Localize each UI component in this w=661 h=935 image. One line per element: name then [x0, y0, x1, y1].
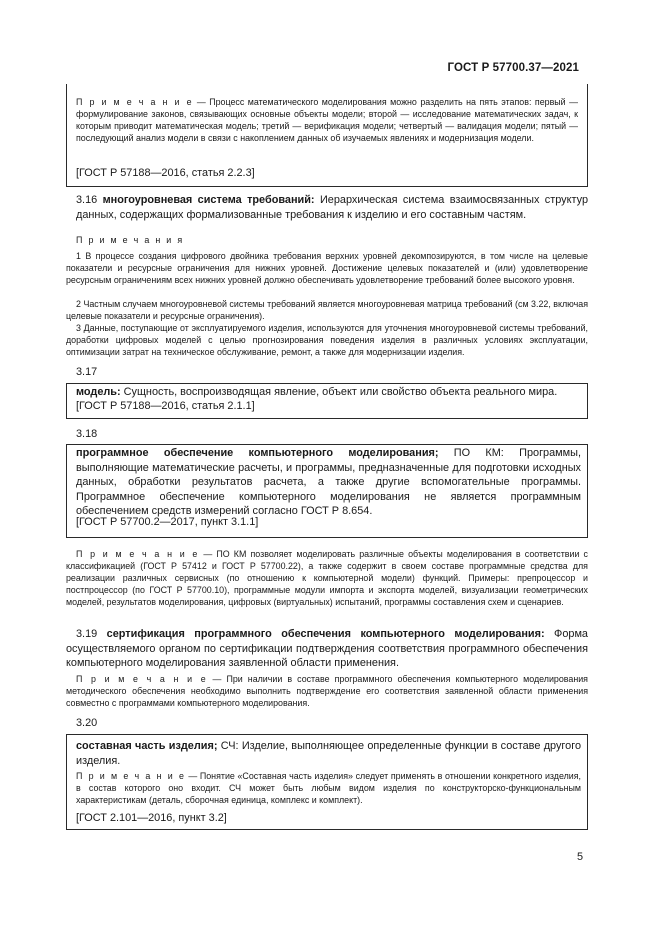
- notes-heading-3-16: П р и м е ч а н и я: [76, 235, 184, 245]
- page-number: 5: [577, 851, 584, 863]
- term-number-3-17: 3.17: [76, 366, 98, 378]
- note-3-16-3: 3 Данные, поступающие от эксплуатируемого изделия, используются для уточнения многоуровневой системы требований, доработки цифровых моделей с целью прогнозирования поведения изделия в различных условиях эксплуатации, оптимизации затрат на техническое обслуживание, ремонт, а также для модернизации изделия.: [66, 323, 588, 358]
- term-number-3-18: 3.18: [76, 428, 98, 440]
- reference-3-18: [ГОСТ Р 57700.2—2017, пункт 3.1.1]: [76, 516, 259, 528]
- note-3-18: П р и м е ч а н и е — ПО КМ позволяет моделировать различные объекты моделирования в соответствии с классификацией (ГОСТ Р 57412 и ГОСТ Р 57700.22), а также содержит в своем составе программные средства для реализации различных сервисных (по отношению к компьютерной модели) функций. Примеры: препроцессор и постпроцессор (по ГОСТ Р 57700.10), программные модули импорта и экспорта моделей, визуализации геометрических моделей, результатов моделирования, цифровых (виртуальных) испытаний, программы составления схем и сценариев.: [66, 549, 588, 608]
- note-3-16-2: 2 Частным случаем многоуровневой системы требований является многоуровневая матрица требований (см 3.22, включая целевые показатели и ресурсные ограничения).: [66, 299, 588, 322]
- term-3-17: модель: Сущность, воспроизводящая явление, объект или свойство объекта реального мира.: [76, 386, 558, 398]
- note-modeling-stages: П р и м е ч а н и е — Процесс математического моделирования можно разделить на пять этапов: первый — формулирование законов, связывающих основные объекты модели; второй — исследование математических задач, к которым приводит математическая модель; третий — верификация модели; четвертый — валидация модели; пятый — последующий анализ модели в связи с накоплением данных об изучаемых явлениях и модернизация модели.: [76, 97, 579, 144]
- term-3-20: составная часть изделия; СЧ: Изделие, выполняющее определенные функции в составе другого изделия.: [76, 740, 582, 767]
- note-3-20: П р и м е ч а н и е — Понятие «Составная часть изделия» следует применять в отношении конкретного изделия, в состав которого оно входит. СЧ может быть любым видом изделия по конструкторско-функциональным характеристикам (деталь, сборочная единица, комплекс и комплект).: [76, 771, 581, 806]
- term-3-19: 3.19 сертификация программного обеспечения компьютерного моделирования: Форма осуществляемого органом по сертификации подтверждения соответствия программного обеспечения компьютерного моделирования заявленной области применения.: [66, 628, 588, 670]
- reference-box1: [ГОСТ Р 57188—2016, статья 2.2.3]: [76, 167, 255, 179]
- document-code-header: ГОСТ Р 57700.37—2021: [447, 62, 579, 74]
- term-number-3-20: 3.20: [76, 717, 98, 729]
- reference-3-17: [ГОСТ Р 57188—2016, статья 2.1.1]: [76, 400, 255, 412]
- note-3-16-1: 1 В процессе создания цифрового двойника требования верхних уровней декомпозируются, в том числе на целевые показатели и ресурсные ограничения для нижних уровней. Достижение целевых показателей и (или) удовлетворение ресурсным ограничениям всех нижних уровней должно обеспечивать удовлетворение требований более высокого уровня.: [66, 251, 588, 286]
- term-3-16: 3.16 многоуровневая система требований: Иерархическая система взаимосвязанных структур данных, содержащих формализованные требования к изделию и его составным частям.: [76, 194, 589, 221]
- reference-3-20: [ГОСТ 2.101—2016, пункт 3.2]: [76, 812, 227, 824]
- note-3-19: П р и м е ч а н и е — При наличии в составе программного обеспечения компьютерного моделирования методического обеспечения необходимо выполнить подтверждение его соответствия заявленной области применения совместно с программами компьютерного моделирования.: [66, 674, 588, 709]
- term-3-18: программное обеспечение компьютерного моделирования; ПО КМ: Программы, выполняющие математические расчеты, и программы, предназначенные для подготовки исходных данных, обработки результатов расчета, а также другие вспомогательные программы. Программное обеспечение компьютерного моделирования не является программным обеспечением средств измерений согласно ГОСТ Р 8.654.: [76, 447, 581, 518]
